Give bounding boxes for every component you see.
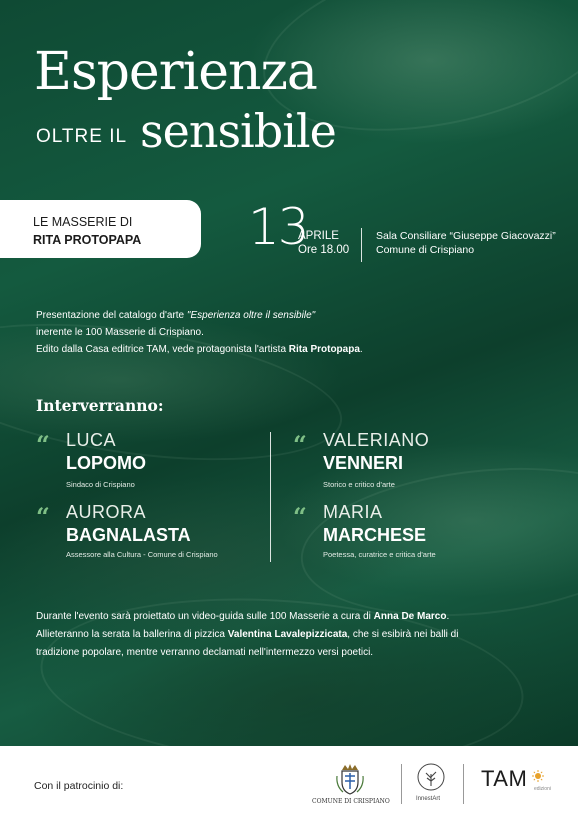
speaker-first-name: VALERIANO: [323, 430, 430, 450]
patronage-label: Con il patrocinio di:: [34, 780, 124, 792]
innestart-caption: InnestArt: [416, 796, 441, 802]
title-sensibile: sensibile: [140, 104, 336, 158]
event-month: APRILE: [298, 230, 339, 242]
description-text: Edito dalla Casa editrice TAM, vede protagonista l'artista: [36, 344, 289, 355]
video-author: Anna De Marco: [373, 611, 447, 622]
closing-line3: tradizione popolare, mentre verranno declamati nell'intermezzo versi poetici.: [36, 647, 374, 658]
speaker-last-name: VENNERI: [323, 453, 404, 473]
speaker-first-name: MARIA: [323, 502, 383, 522]
banner-artist-name: RITA PROTOPAPA: [33, 233, 142, 247]
quote-icon: “: [293, 502, 307, 531]
description-line2: inerente le 100 Masserie di Crispiano.: [36, 327, 204, 338]
banner-line1: LE MASSERIE DI: [33, 215, 133, 229]
crispiano-caption: COMUNE DI CRISPIANO: [312, 798, 390, 805]
title-esperienza: Esperienza: [34, 42, 317, 102]
tam-logo-text: TAM: [481, 766, 528, 791]
event-time: Ore 18.00: [298, 244, 350, 256]
closing-line2: [36, 629, 458, 640]
logo-divider: [401, 764, 402, 804]
title-oltre-il: OLTRE IL: [36, 126, 128, 147]
closing-text: Durante l'evento sarà proiettato un video-guida sulle 100 Masserie a cura di: [36, 611, 374, 622]
closing-text: Allieteranno la serata la ballerina di pizzica: [36, 629, 228, 640]
speaker-role: Assessore alla Cultura - Comune di Crispiano: [66, 550, 218, 559]
footer: [0, 746, 578, 824]
quote-icon: “: [36, 502, 50, 531]
catalog-title: "Esperienza oltre il sensibile": [186, 310, 316, 321]
speakers-divider: [270, 432, 271, 562]
closing-text: .: [446, 611, 450, 622]
tam-subtitle: edizioni: [534, 786, 551, 792]
venue-name: Sala Consiliare “Giuseppe Giacovazzi”: [376, 230, 556, 242]
speaker-role: Sindaco di Crispiano: [66, 480, 135, 489]
artist-name: Rita Protopapa: [288, 344, 360, 355]
date-venue-divider: [361, 228, 362, 262]
venue-city: Comune di Crispiano: [376, 244, 475, 256]
speaker-role: Poetessa, curatrice e critica d'arte: [323, 550, 436, 559]
speaker-first-name: LUCA: [66, 430, 117, 450]
quote-icon: “: [293, 430, 307, 459]
closing-text: , che si esibirà nei balli di: [347, 629, 459, 640]
speaker-last-name: LOPOMO: [66, 453, 146, 473]
dancer-name: Valentina Lavalepizzicata: [227, 629, 348, 640]
closing-line1: [36, 611, 449, 622]
sun-icon: [532, 770, 544, 782]
speaker-last-name: BAGNALASTA: [66, 525, 191, 545]
speaker-last-name: MARCHESE: [323, 525, 427, 545]
description-line1: [36, 310, 315, 321]
logo-divider: [463, 764, 464, 804]
artist-banner: [0, 200, 201, 258]
crispiano-crest-logo: [333, 762, 367, 796]
description-line3: [36, 344, 363, 355]
speaker-role: Storico e critico d'arte: [323, 480, 395, 489]
speaker-first-name: AURORA: [66, 502, 147, 522]
quote-icon: “: [36, 430, 50, 459]
event-day: 13: [248, 198, 308, 256]
speakers-heading: Interverranno:: [36, 396, 164, 415]
description-text: .: [359, 344, 363, 355]
description-text: Presentazione del catalogo d'arte: [36, 310, 187, 321]
innestart-tree-logo: [416, 762, 446, 792]
